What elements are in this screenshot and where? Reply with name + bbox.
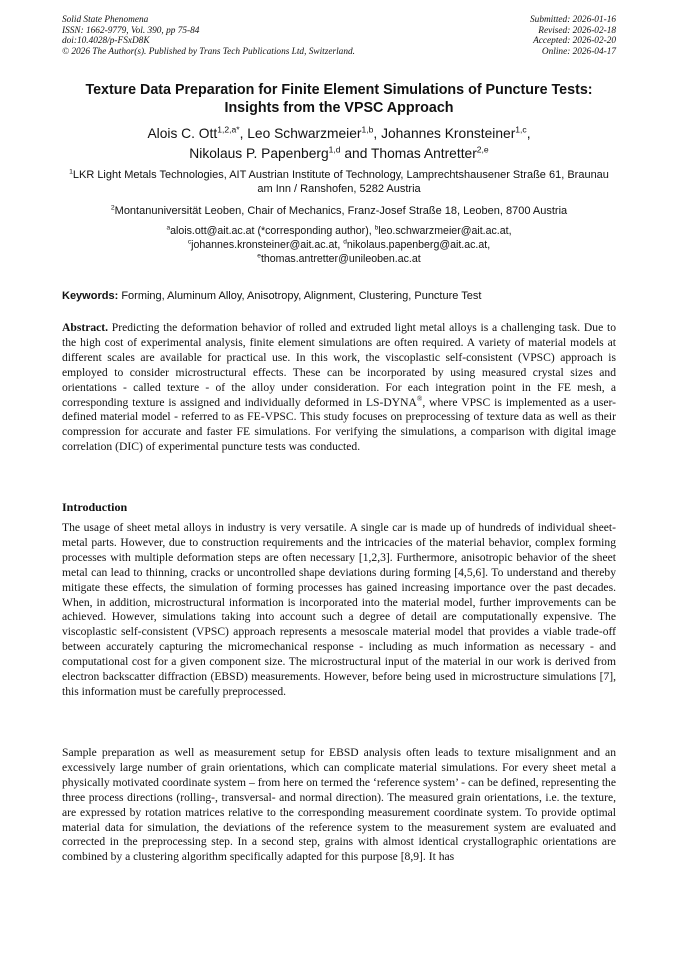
- email-link[interactable]: $^c$johannes.kronsteiner@ait.ac.at,: [187, 238, 344, 252]
- online-date: Online: 2026-04-17: [541, 47, 616, 58]
- email-link[interactable]: $^e$thomas.antretter@unileoben.ac.at: [257, 252, 421, 266]
- journal-header-left: [62, 15, 355, 58]
- issn-line: ISSN: 1662-9779, Vol. 390, pp 75-84: [62, 25, 200, 36]
- paragraph: The usage of sheet metal alloys in industry is very versatile. A single car is made up of hundreds of individual sheet-metal parts. However, due to construction requirements and the intricacies of the material behavior, complex forming processes with multiple deformation steps are often necessary [1,2,3]. Furthermore, anisotropic behavior of the sheet metal can lead to thinning, cracks or uncontrolled shape deviations during forming [4,5,6]. To understand and thereby mitigate these effects, the simulation of forming processes has gained increasing importance over the past decades. When, in addition, microstructural information is incorporated into the material model, further improvements can be achieved. However, simulations taking into account such a degree of detail are computationally expensive. The viscoplastic self-consistent (VPSC) approach represents a mesoscale material model that provides a viable trade-off between accurately capturing the micromechanical response - including as much information as necessary - and computational cost for a given component size. The microstructural input of the material in our work is derived from electron backscatter diffraction (EBSD) measurements. However, before being used in microstructure simulations [7], this information must be carefully preprocessed.: [62, 521, 616, 698]
- journal-header-right: [530, 15, 616, 58]
- author: Nikolaus P. Papenberg$^{1,d}$: [189, 144, 341, 161]
- doi-line[interactable]: doi:10.4028/p-FSxD8K: [62, 36, 150, 47]
- section-heading: Introduction: [62, 500, 128, 514]
- keywords-label: Keywords:: [62, 290, 119, 302]
- author: Johannes Kronsteiner$^{1,c}$: [381, 124, 527, 141]
- email-link[interactable]: $^b$leo.schwarzmeier@ait.ac.at,: [374, 224, 512, 237]
- author-emails: [62, 224, 616, 267]
- author: Alois C. Ott$^{1,2,a*}$: [147, 124, 240, 141]
- email-link[interactable]: $^d$nikolaus.papenberg@ait.ac.at,: [343, 238, 491, 252]
- revised-date: Revised: 2026-02-18: [538, 25, 616, 36]
- accepted-date: Accepted: 2026-02-20: [533, 36, 616, 47]
- submitted-date: Submitted: 2026-01-16: [530, 15, 616, 25]
- abstract: Abstract. Predicting the deformation behavior of rolled and extruded light metal alloys is a challenging task. Due to the high cost of experimental analysis, finite element simulations are often required. A variety of material models at different scales are available for practical use. In this work, the viscoplastic self-consistent (VPSC) approach is employed to consider microstructural effects. These can be incorporated by using measured crystal sizes and orientations - called texture - of the alloy under consideration. For each integration point in the FE mesh, a corresponding texture is assigned and individually deformed in LS-DYNA®, where VPSC is implemented as a user-defined material model - referred to as FE-VPSC. This study focuses on preprocessing of texture data as well as their compression for accurate and faster FE simulations. For verifying the simulations, a comparison with digital image correlation (DIC) of experimental puncture tests was conducted.: [62, 321, 616, 454]
- author: Leo Schwarzmeier$^{1,b}$: [247, 124, 374, 141]
- author: Thomas Antretter$^{2,e}$: [370, 144, 489, 161]
- keywords-list: Forming, Aluminum Alloy, Anisotropy, Alignment, Clustering, Puncture Test: [121, 290, 482, 302]
- email-link[interactable]: $^a$alois.ott@ait.ac.at (*corresponding author),: [166, 224, 375, 237]
- abstract-label: Abstract.: [62, 321, 109, 334]
- paper-title: Texture Data Preparation for Finite Element Simulations of Puncture Tests: Insights from the VPSC Approach: [85, 82, 593, 116]
- author-list: Alois C. Ott$^{1,2,a*}$, Leo Schwarzmeier$^{1,b}$, Johannes Kronsteiner$^{1,c}$, Nikolaus P. Papenberg$^{1,d}$ and Thomas Antretter$^{2,e}$: [147, 124, 531, 161]
- affiliation-1: $^1$LKR Light Metals Technologies, AIT Austrian Institute of Technology, Lamprechtshausener Straße 61, Braunau am Inn / Ranshofen, 5282 Austria: [69, 168, 609, 196]
- journal-name: Solid State Phenomena: [62, 15, 149, 25]
- paragraph: Sample preparation as well as measurement setup for EBSD analysis often leads to texture misalignment and an excessively large number of grain orientations, which can complicate material simulations. For every sheet metal a physically motivated coordinate system – from here on termed the ‘reference system’ - can be defined, representing the three process directions (rolling-, transversal- and normal direction). The measured grain orientations, i.e. the texture, are expressed by rotation matrices relative to the corresponding measurement coordinate system. To provide optimal material data for simulation, the deviations of the reference system to the measurement system are evaluated and corrected in the preprocessing step. In a second step, grains with almost identical crystallographic orientations are combined by a clustering algorithm specifically adapted for this purpose [8,9]. It has: [62, 746, 616, 864]
- keywords: [62, 289, 616, 303]
- affiliation-2: $^2$Montanuniversität Leoben, Chair of Mechanics, Franz-Josef Straße 18, Leoben, 8700 Austria: [110, 204, 568, 217]
- copyright-line: © 2026 The Author(s). Published by Trans Tech Publications Ltd, Switzerland.: [62, 47, 355, 58]
